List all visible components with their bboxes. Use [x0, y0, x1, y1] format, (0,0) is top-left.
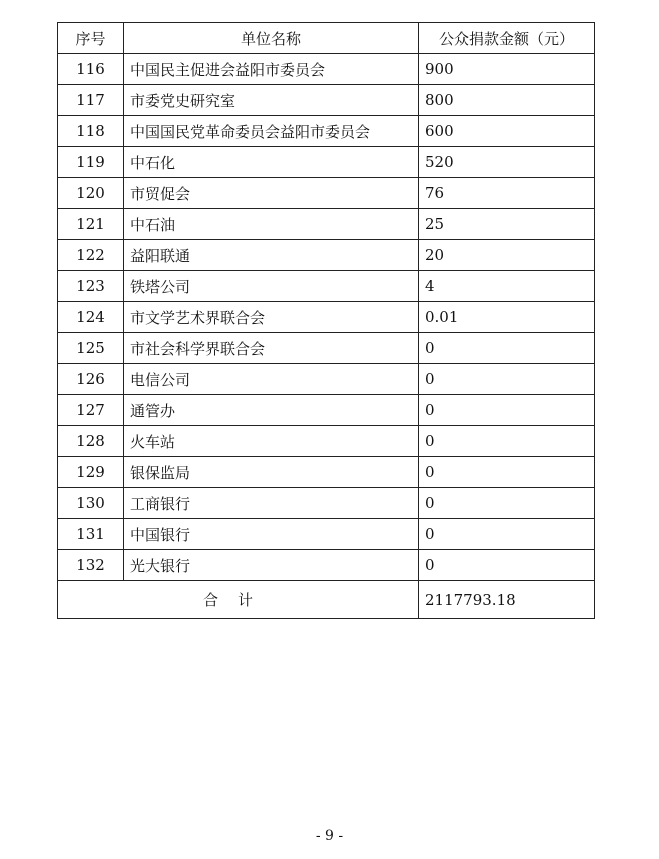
row-amount: 0 [419, 550, 595, 581]
table-row [58, 426, 595, 457]
row-unit: 市贸促会 [124, 178, 419, 209]
row-amount: 0 [419, 457, 595, 488]
row-amount: 20 [419, 240, 595, 271]
table-row [58, 271, 595, 302]
row-amount: 900 [419, 54, 595, 85]
table-row [58, 395, 595, 426]
row-index: 129 [58, 457, 124, 488]
row-index: 124 [58, 302, 124, 333]
row-amount: 0 [419, 395, 595, 426]
table-row [58, 178, 595, 209]
header-amount: 公众捐款金额（元） [419, 23, 595, 54]
row-index: 118 [58, 116, 124, 147]
table-row [58, 85, 595, 116]
row-unit: 市社会科学界联合会 [124, 333, 419, 364]
row-unit: 电信公司 [124, 364, 419, 395]
row-index: 132 [58, 550, 124, 581]
row-amount: 0 [419, 519, 595, 550]
table-header-row [58, 23, 595, 54]
header-index: 序号 [58, 23, 124, 54]
row-amount: 0 [419, 333, 595, 364]
row-index: 131 [58, 519, 124, 550]
page-number: - 9 - [315, 828, 344, 844]
row-index: 123 [58, 271, 124, 302]
table-row [58, 519, 595, 550]
row-amount: 600 [419, 116, 595, 147]
total-row [58, 581, 595, 619]
table-row [58, 364, 595, 395]
row-unit: 中国银行 [124, 519, 419, 550]
row-unit: 益阳联通 [124, 240, 419, 271]
table-row [58, 457, 595, 488]
row-amount: 0 [419, 488, 595, 519]
row-unit: 铁塔公司 [124, 271, 419, 302]
table-row [58, 240, 595, 271]
row-unit: 银保监局 [124, 457, 419, 488]
table-row [58, 333, 595, 364]
table-row [58, 550, 595, 581]
total-label: 合计 [58, 581, 419, 619]
row-unit: 市文学艺术界联合会 [124, 302, 419, 333]
row-index: 117 [58, 85, 124, 116]
row-unit: 火车站 [124, 426, 419, 457]
row-unit: 光大银行 [124, 550, 419, 581]
table-row [58, 54, 595, 85]
total-amount: 2117793.18 [419, 581, 595, 619]
row-unit: 中石油 [124, 209, 419, 240]
row-index: 122 [58, 240, 124, 271]
header-unit: 单位名称 [124, 23, 419, 54]
row-index: 121 [58, 209, 124, 240]
row-amount: 0 [419, 364, 595, 395]
row-index: 120 [58, 178, 124, 209]
table-row [58, 302, 595, 333]
row-amount: 800 [419, 85, 595, 116]
table-row [58, 147, 595, 178]
table-row [58, 209, 595, 240]
row-index: 125 [58, 333, 124, 364]
row-unit: 中国民主促进会益阳市委员会 [124, 54, 419, 85]
row-amount: 0 [419, 426, 595, 457]
row-amount: 520 [419, 147, 595, 178]
row-index: 127 [58, 395, 124, 426]
row-unit: 中石化 [124, 147, 419, 178]
row-unit: 通管办 [124, 395, 419, 426]
row-amount: 0.01 [419, 302, 595, 333]
row-amount: 4 [419, 271, 595, 302]
row-index: 116 [58, 54, 124, 85]
row-amount: 25 [419, 209, 595, 240]
donation-table [57, 22, 595, 619]
row-amount: 76 [419, 178, 595, 209]
row-index: 119 [58, 147, 124, 178]
table-row [58, 116, 595, 147]
row-unit: 市委党史研究室 [124, 85, 419, 116]
row-index: 126 [58, 364, 124, 395]
table-body [58, 54, 595, 581]
row-index: 130 [58, 488, 124, 519]
row-unit: 中国国民党革命委员会益阳市委员会 [124, 116, 419, 147]
row-unit: 工商银行 [124, 488, 419, 519]
table-row [58, 488, 595, 519]
row-index: 128 [58, 426, 124, 457]
